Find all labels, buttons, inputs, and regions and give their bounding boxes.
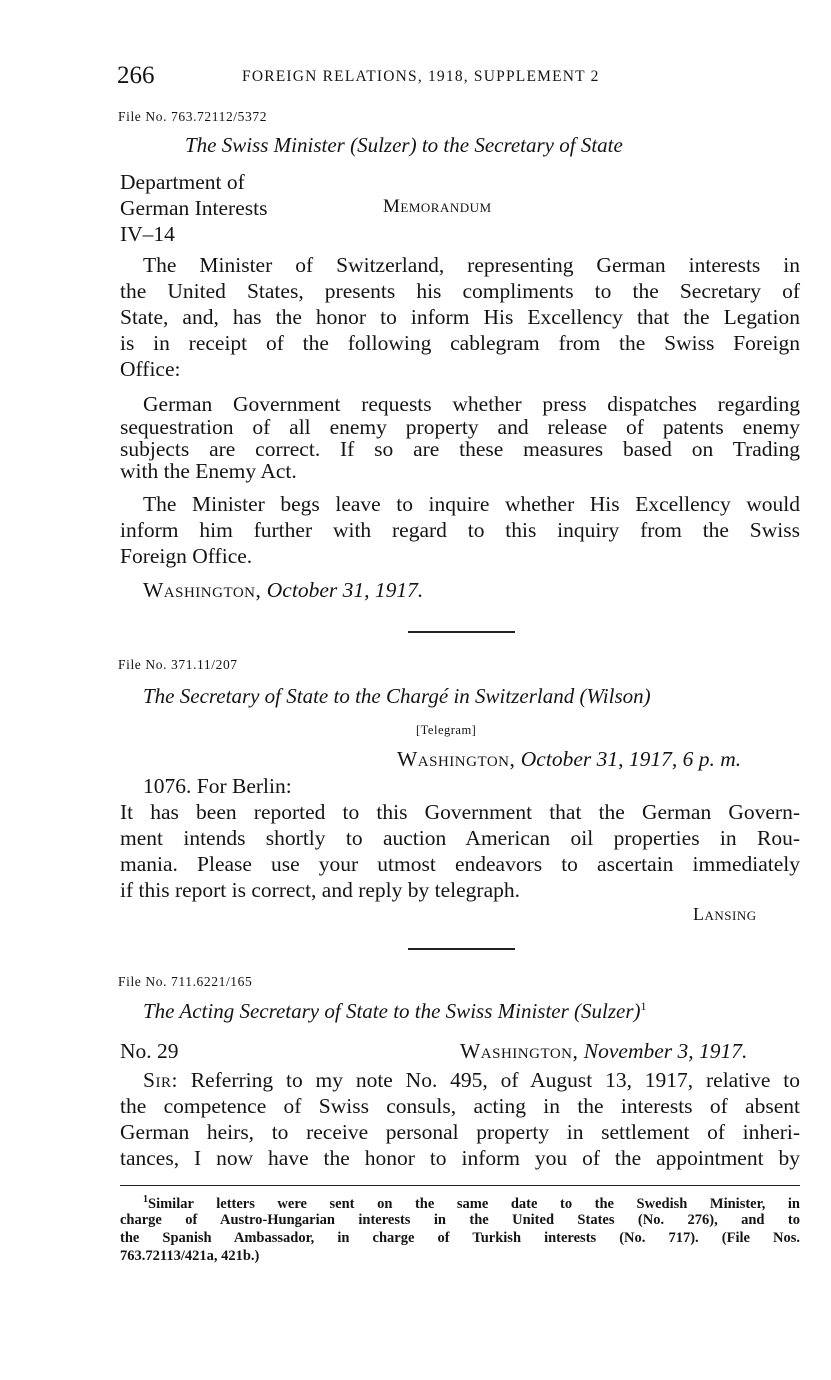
footnote-line [143, 1194, 800, 1213]
doc1-para2-line: The Minister begs leave to inquire whether His Excellency would [143, 492, 800, 516]
doc3-date: November 3, 1917. [583, 1039, 748, 1063]
doc2-date: October 31, 1917, 6 p. m. [520, 747, 742, 771]
page-number: 266 [117, 62, 155, 89]
section-divider [408, 631, 515, 633]
section-divider [408, 948, 515, 950]
file-number-2: File No. 371.11/207 [118, 657, 238, 672]
footnote-line: charge of Austro-Hungarian interests in the United States (No. 276), and to [120, 1212, 800, 1228]
doc3-body-line: the competence of Swiss consuls, acting in the interests of absent [120, 1094, 800, 1118]
doc3-body-line: tances, I now have the honor to inform you of the appointment by [120, 1146, 800, 1170]
doc1-para1-line: The Minister of Switzerland, representing German interests in [143, 253, 800, 277]
dept-line-2: German Interests [120, 196, 268, 220]
dept-line-3: IV–14 [120, 222, 175, 246]
doc3-body-first: Referring to my note No. 495, of August 13, 1917, relative to [190, 1068, 801, 1092]
memorandum-label: Memorandum [383, 196, 492, 217]
doc2-title: The Secretary of State to the Chargé in Switzerland (Wilson) [143, 684, 651, 708]
doc1-quote-line: sequestration of all enemy property and release of patents enemy [120, 415, 800, 439]
footnote-line: 763.72113/421a, 421b.) [120, 1248, 260, 1264]
doc1-para1-line: State, and, has the honor to inform His Excellency that the Legation [120, 305, 800, 329]
footnote-line: the Spanish Ambassador, in charge of Turkish interests (No. 717). (File Nos. [120, 1230, 800, 1246]
doc1-para1-line: is in receipt of the following cablegram from the Swiss Foreign [120, 331, 800, 355]
file-number-1: File No. 763.72112/5372 [118, 109, 268, 124]
doc3-body-line: German heirs, to receive personal property in settlement of inheri- [120, 1120, 800, 1144]
footnote-marker: 1 [143, 1194, 148, 1205]
doc1-para2-line: Foreign Office. [120, 544, 253, 568]
footnote-reference: 1 [640, 999, 647, 1013]
doc3-place: Washington, [460, 1039, 579, 1063]
dept-line-1: Department of [120, 170, 245, 194]
doc2-place: Washington, [397, 747, 516, 771]
doc3-dateline [460, 1039, 747, 1064]
doc1-para2-line: inform him further with regard to this inquiry from the Swiss [120, 518, 800, 542]
doc1-quote-line: subjects are correct. If so are these measures based on Trading [120, 437, 800, 461]
doc1-dateline [143, 578, 423, 603]
doc1-quote-line: with the Enemy Act. [120, 459, 297, 483]
doc2-body-line: if this report is correct, and reply by telegraph. [120, 878, 520, 902]
telegram-label: [Telegram] [416, 723, 477, 737]
doc1-para1-line: Office: [120, 357, 181, 381]
doc1-place: Washington, [143, 578, 262, 602]
doc3-number: No. 29 [120, 1039, 179, 1063]
doc3-body-line [143, 1068, 800, 1093]
salutation: Sir: [143, 1068, 178, 1092]
doc2-dateline [397, 747, 741, 772]
footnote-first: Similar letters were sent on the same date to the Swedish Minister, in [148, 1195, 800, 1212]
doc2-number-line: 1076. For Berlin: [143, 774, 292, 798]
doc1-para1-line: the United States, presents his compliments to the Secretary of [120, 279, 800, 303]
doc2-body-line: mania. Please use your utmost endeavors to ascertain immediately [120, 852, 800, 876]
doc1-quote-line: German Government requests whether press dispatches regarding [143, 392, 800, 416]
doc2-body-line: ment intends shortly to auction American oil properties in Rou- [120, 826, 800, 850]
doc2-body-line: It has been reported to this Government that the German Govern- [120, 800, 800, 824]
file-number-3: File No. 711.6221/165 [118, 974, 253, 989]
signature: Lansing [693, 904, 757, 924]
doc3-title-text: The Acting Secretary of State to the Swiss Minister (Sulzer) [143, 999, 641, 1023]
doc1-title: The Swiss Minister (Sulzer) to the Secretary of State [185, 133, 623, 157]
doc3-title [143, 999, 647, 1024]
footnote-rule [120, 1185, 800, 1186]
doc1-date: October 31, 1917. [266, 578, 424, 602]
running-title: FOREIGN RELATIONS, 1918, SUPPLEMENT 2 [242, 68, 600, 85]
